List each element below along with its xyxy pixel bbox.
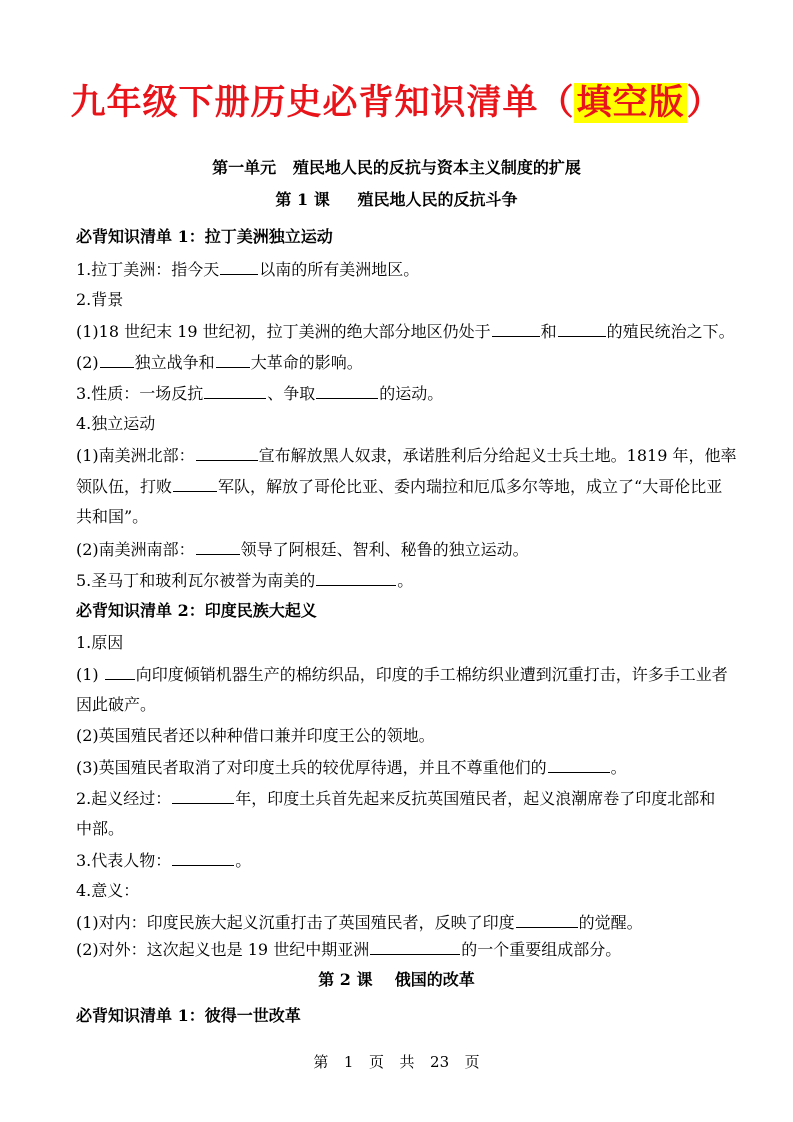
- fill-blank: [216, 351, 250, 368]
- text-line: 1.拉丁美洲：指今天 以南的所有美洲地区。: [76, 260, 420, 279]
- text-line: 5.圣马丁和玻利瓦尔被誉为南美的 。: [76, 571, 414, 590]
- text-line: (2) 独立战争和 大革命的影响。: [76, 353, 363, 372]
- fill-blank: [492, 320, 540, 337]
- section-heading: 必背知识清单 1：拉丁美洲独立运动: [76, 227, 333, 246]
- text-line: 4.意义：: [76, 881, 140, 900]
- title-main: 九年级下册历史必背知识清单（: [70, 83, 575, 123]
- text-line: 1.原因: [76, 633, 124, 652]
- fill-blank: [172, 787, 234, 804]
- text-line: 领队伍，打败 军队，解放了哥伦比亚、委内瑞拉和厄瓜多尔等地，成立了“大哥伦比亚: [76, 477, 723, 496]
- title-close: ）: [686, 83, 723, 123]
- section-heading: 必背知识清单 2：印度民族大起义: [76, 601, 317, 620]
- fill-blank: [196, 444, 258, 461]
- text-line: (3)英国殖民者取消了对印度土兵的较优厚待遇，并且不尊重他们的 。: [76, 758, 627, 777]
- text-line: 2.起义经过： 年，印度土兵首先起来反抗英国殖民者，起义浪潮席卷了印度北部和: [76, 789, 716, 808]
- text-line: (2)英国殖民者还以种种借口兼并印度王公的领地。: [76, 726, 435, 745]
- fill-blank: [105, 663, 135, 680]
- fill-blank: [196, 538, 240, 555]
- text-line: 3.性质：一场反抗 、争取 的运动。: [76, 384, 444, 403]
- fill-blank: [204, 382, 266, 399]
- text-line: 3.代表人物： 。: [76, 851, 252, 870]
- text-line: 4.独立运动: [76, 414, 156, 433]
- fill-blank: [100, 351, 134, 368]
- text-line: (1)南美洲北部： 宣布解放黑人奴隶，承诺胜利后分给起义士兵土地。1819 年，他率: [76, 446, 737, 465]
- text-line: 因此破产。: [76, 695, 157, 714]
- page-footer: 第 1 页 共 23 页: [313, 1053, 480, 1071]
- text-line: 2.背景: [76, 290, 124, 309]
- fill-blank: [370, 938, 460, 955]
- title-highlight: 填空版: [576, 83, 685, 123]
- document-title: [0, 78, 793, 128]
- lesson-heading: 第 2 课 俄国的改革: [318, 970, 475, 989]
- text-line: (1) 向印度倾销机器生产的棉纺织品，印度的手工棉纺织业遭到沉重打击，许多手工业者: [76, 665, 728, 684]
- fill-blank: [516, 911, 578, 928]
- text-line: (1)18 世纪末 19 世纪初，拉丁美洲的绝大部分地区仍处于 和 的殖民统治之下。: [76, 322, 735, 341]
- lesson-heading: 第 1 课 殖民地人民的反抗斗争: [275, 190, 518, 209]
- fill-blank: [558, 320, 606, 337]
- text-line: (2)南美洲南部： 领导了阿根廷、智利、秘鲁的独立运动。: [76, 540, 529, 559]
- fill-blank: [173, 475, 217, 492]
- unit-heading: 第一单元 殖民地人民的反抗与资本主义制度的扩展: [212, 158, 581, 177]
- text-line: (1)对内：印度民族大起义沉重打击了英国殖民者，反映了印度 的觉醒。: [76, 913, 643, 932]
- text-line: 共和国”。: [76, 507, 149, 526]
- fill-blank: [548, 756, 610, 773]
- section-heading: 必背知识清单 1：彼得一世改革: [76, 1006, 301, 1025]
- text-line: (2)对外：这次起义也是 19 世纪中期亚洲 的一个重要组成部分。: [76, 940, 622, 959]
- fill-blank: [316, 569, 396, 586]
- fill-blank: [220, 258, 258, 275]
- text-line: 中部。: [76, 819, 125, 838]
- fill-blank: [316, 382, 378, 399]
- fill-blank: [172, 849, 234, 866]
